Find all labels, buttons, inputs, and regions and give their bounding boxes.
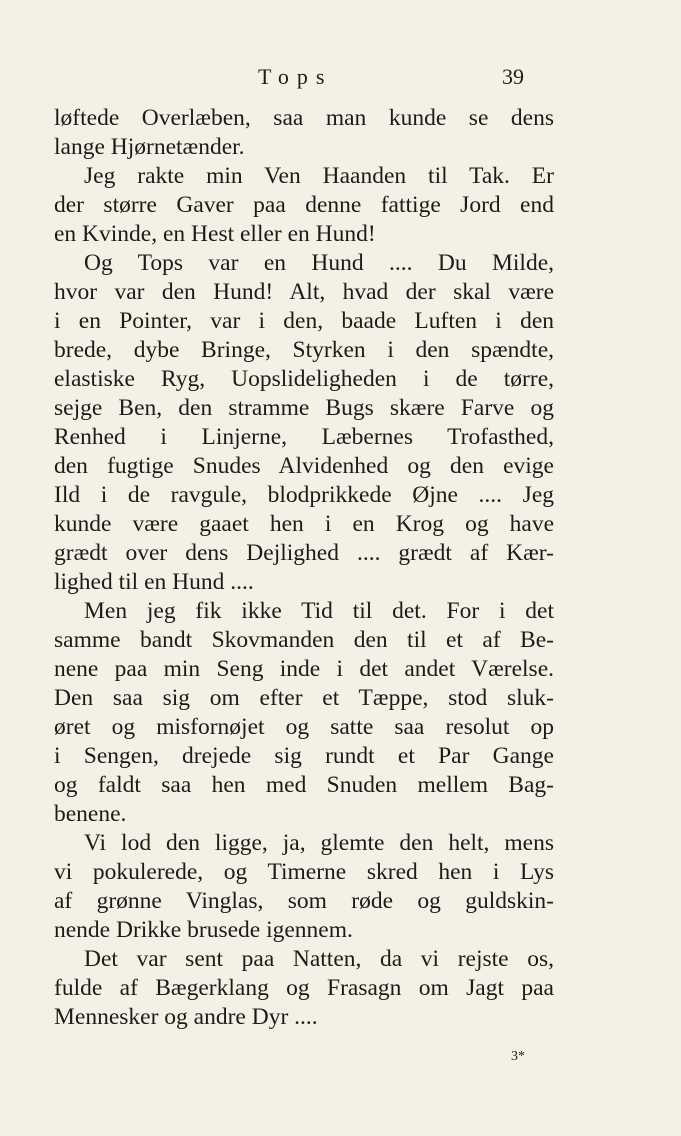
text-line: benene. xyxy=(54,801,127,827)
text-line: en Kvinde, en Hest eller en Hund! xyxy=(54,221,376,247)
text-line: Vi lod den ligge, ja, glemte den helt, mens xyxy=(84,830,554,856)
text-line: lighed til en Hund .... xyxy=(54,569,254,595)
text-line: Og Tops var en Hund .... Du Milde, xyxy=(84,250,554,276)
text-line: og faldt saa hen med Snuden mellem Bag- xyxy=(54,772,554,798)
text-line: den fugtige Snudes Alvidenhed og den evige xyxy=(54,453,554,479)
text-line: lange Hjørnetænder. xyxy=(54,134,245,160)
text-line: samme bandt Skovmanden den til et af Be- xyxy=(54,627,554,653)
text-line: nene paa min Seng inde i det andet Værelse. xyxy=(54,656,554,682)
text-line: nende Drikke brusede igennem. xyxy=(54,917,353,943)
text-line: elastiske Ryg, Uopslideligheden i de tørre, xyxy=(54,366,554,392)
text-line: i Sengen, drejede sig rundt et Par Gange xyxy=(54,743,554,769)
text-line: af grønne Vinglas, som røde og guldskin- xyxy=(54,888,554,914)
text-line: Mennesker og andre Dyr .... xyxy=(54,1004,318,1030)
text-line: Det var sent paa Natten, da vi rejste os, xyxy=(84,946,554,972)
text-line: Men jeg fik ikke Tid til det. For i det xyxy=(84,598,554,624)
text-line: sejge Ben, den stramme Bugs skære Farve og xyxy=(54,395,554,421)
text-line: vi pokulerede, og Timerne skred hen i Lys xyxy=(54,859,554,885)
text-line: Renhed i Linjerne, Læbernes Trofasthed, xyxy=(54,424,554,450)
text-line: brede, dybe Bringe, Styrken i den spændte, xyxy=(54,337,554,363)
printer-signature-mark: 3* xyxy=(511,1049,525,1064)
text-line: løftede Overlæben, saa man kunde se dens xyxy=(54,105,554,131)
text-line: grædt over dens Dejlighed .... grædt af Kær- xyxy=(54,540,554,566)
text-line: øret og misfornøjet og satte saa resolut op xyxy=(54,714,554,740)
page-number: 39 xyxy=(502,64,524,89)
text-line: Den saa sig om efter et Tæppe, stod sluk- xyxy=(54,685,554,711)
text-line: der større Gaver paa denne fattige Jord end xyxy=(54,192,554,218)
text-line: hvor var den Hund! Alt, hvad der skal være xyxy=(54,279,554,305)
text-line: fulde af Bægerklang og Frasagn om Jagt paa xyxy=(54,975,554,1001)
text-line: kunde være gaaet hen i en Krog og have xyxy=(54,511,554,537)
running-title: Tops xyxy=(258,64,333,89)
text-line: i en Pointer, var i den, baade Luften i den xyxy=(54,308,554,334)
text-line: Ild i de ravgule, blodprikkede Øjne .... Jeg xyxy=(54,482,554,508)
body-text xyxy=(54,104,554,1032)
text-line: Jeg rakte min Ven Haanden til Tak. Er xyxy=(84,163,554,189)
